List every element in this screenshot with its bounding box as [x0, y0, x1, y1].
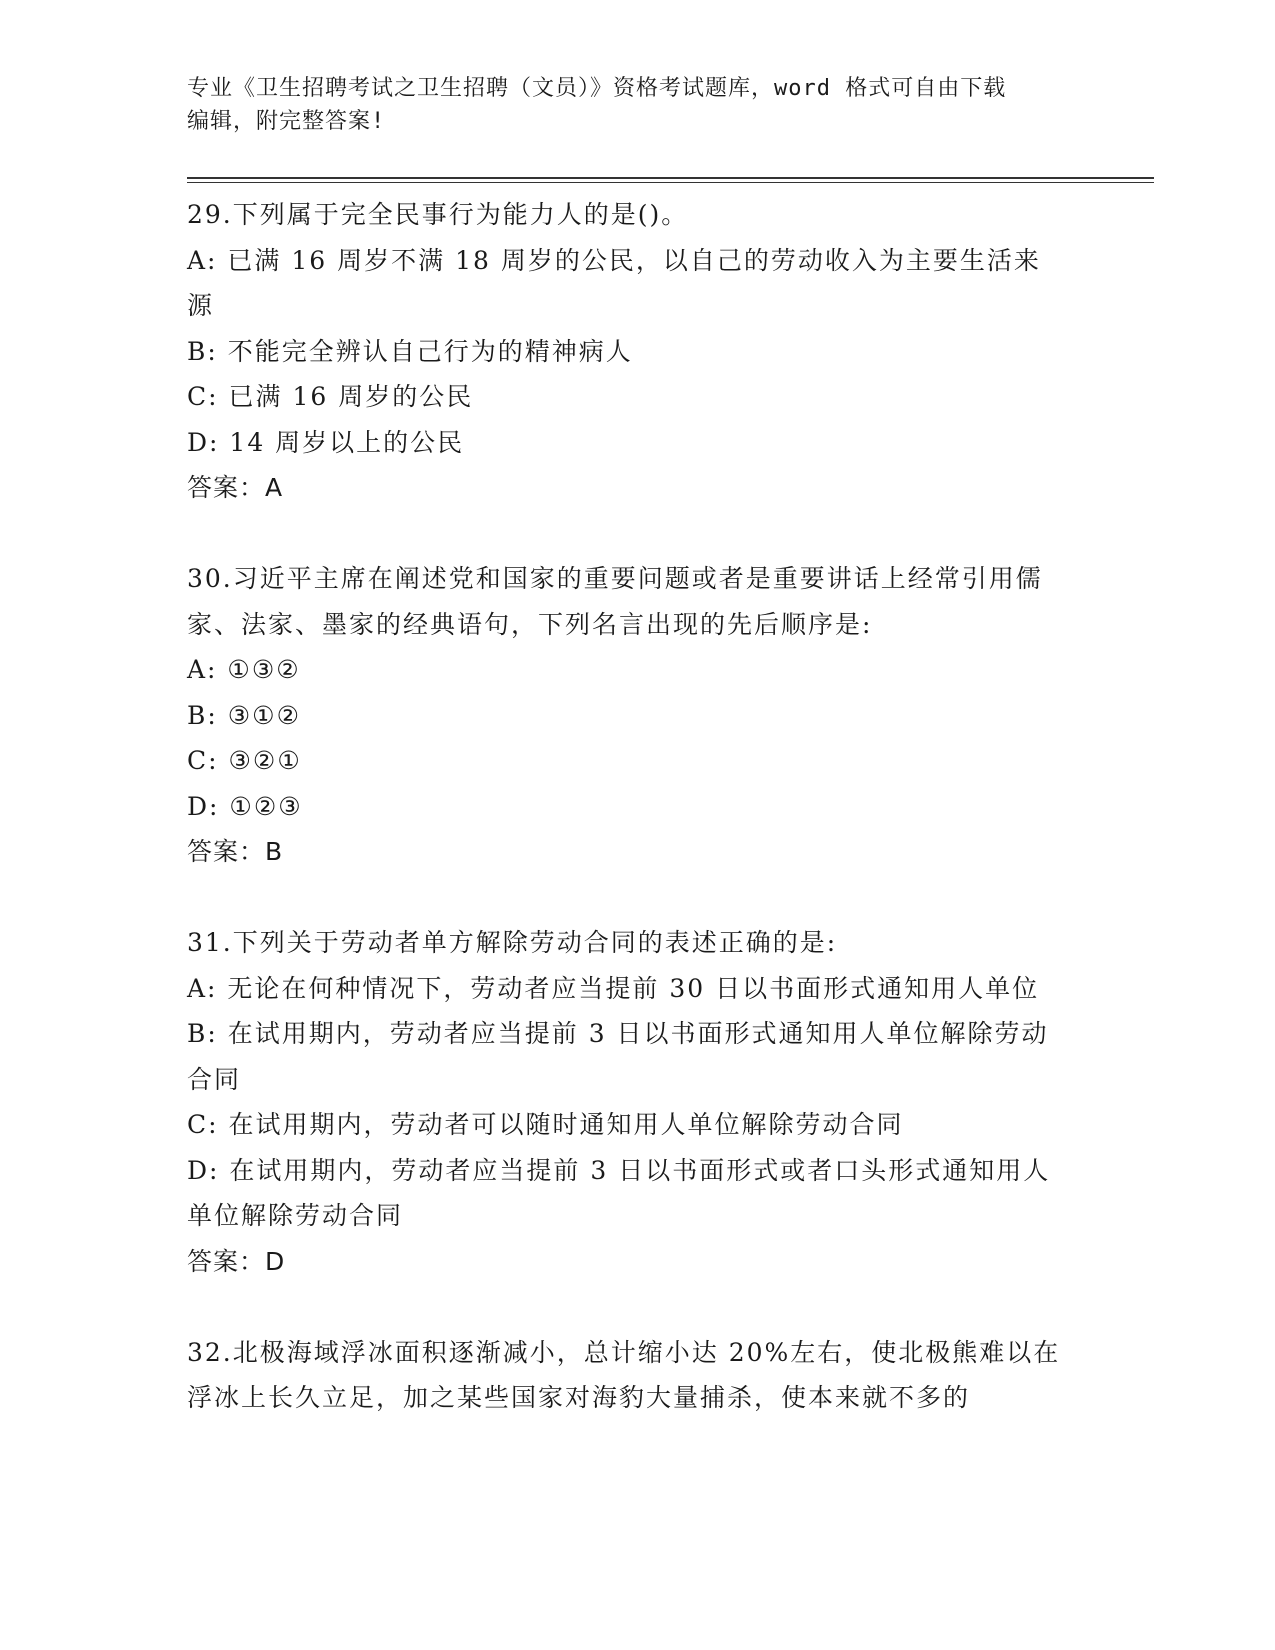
question-stem: 31.下列关于劳动者单方解除劳动合同的表述正确的是: [187, 928, 838, 957]
question-30 [187, 556, 1067, 875]
header-rule-thick [187, 177, 1154, 179]
question-stem: 29.下列属于完全民事行为能力人的是()。 [187, 200, 689, 229]
option-a: A: 无论在何种情况下，劳动者应当提前 30 日以书面形式通知用人单位 [187, 973, 1040, 1003]
header-line-2: 编辑，附完整答案! [187, 109, 386, 134]
answer: 答案：A [187, 473, 284, 502]
option-a: A: 已满 16 周岁不满 18 周岁的公民，以自己的劳动收入为主要生活来源 [187, 245, 1041, 320]
answer: 答案：D [187, 1246, 286, 1276]
question-stem: 32.北极海域浮冰面积逐渐减小，总计缩小达 20%左右，使北极熊难以在浮冰上长久立足，加之某些国家对海豹大量捕杀，使本来就不多的 [187, 1337, 1061, 1412]
question-29 [187, 192, 1067, 511]
option-c: C: ③②① [187, 746, 302, 775]
question-list [187, 192, 1067, 1466]
question-31 [187, 920, 1067, 1284]
option-a: A: ①③② [187, 655, 301, 684]
option-b: B: 不能完全辨认自己行为的精神病人 [187, 336, 633, 366]
option-c: C: 在试用期内，劳动者可以随时通知用人单位解除劳动合同 [187, 1110, 904, 1139]
question-32 [187, 1330, 1067, 1421]
option-b: B: ③①② [187, 700, 301, 730]
question-stem: 30.习近平主席在阐述党和国家的重要问题或者是重要讲话上经常引用儒家、法家、墨家的经典语句，下列名言出现的先后顺序是: [187, 564, 1043, 639]
answer: 答案：B [187, 837, 284, 866]
option-b: B: 在试用期内，劳动者应当提前 3 日以书面形式通知用人单位解除劳动合同 [187, 1019, 1049, 1094]
document-header [187, 72, 1067, 138]
option-d: D: 14 周岁以上的公民 [187, 427, 465, 457]
header-line-1: 专业《卫生招聘考试之卫生招聘（文员）》资格考试题库，word 格式可自由下载 [187, 76, 1007, 101]
header-rule-thin [187, 182, 1154, 183]
option-d: D: ①②③ [187, 791, 303, 821]
option-d: D: 在试用期内，劳动者应当提前 3 日以书面形式或者口头形式通知用人单位解除劳动合同 [187, 1155, 1051, 1230]
option-c: C: 已满 16 周岁的公民 [187, 382, 474, 411]
